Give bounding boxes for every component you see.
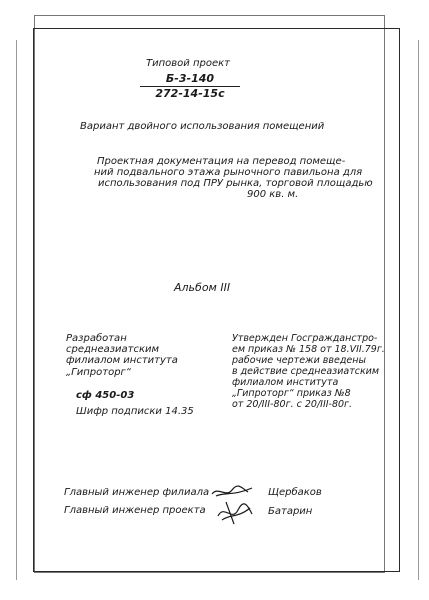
- project-code-bottom: 272-14-15с: [155, 87, 225, 100]
- approval-line-1: Утвержден Госгражданстро-: [232, 333, 378, 344]
- approval-line-6: „Гипроторг“ приказ №8: [232, 388, 351, 399]
- signature-name-1: Щербаков: [268, 487, 322, 498]
- developer-line-3: филиалом института: [66, 355, 178, 366]
- right-scan-edge: [418, 40, 419, 580]
- approval-line-3: рабочие чертежи введены: [232, 355, 366, 366]
- description-line-2: ний подвального этажа рыночного павильона для: [94, 167, 363, 178]
- signature-role-2: Главный инженер проекта: [64, 505, 206, 516]
- album-title: Альбом III: [174, 281, 231, 294]
- developer-line-1: Разработан: [66, 333, 127, 344]
- description-line-4: 900 кв. м.: [247, 189, 299, 200]
- signature-role-1: Главный инженер филиала: [64, 487, 210, 498]
- approval-line-7: от 20/III-80г. с 20/III-80г.: [232, 399, 353, 410]
- sign-cipher: Шифр подписки 14.35: [76, 406, 194, 417]
- type-label: Типовой проект: [146, 58, 230, 69]
- project-code-top: Б-3-140: [165, 72, 215, 85]
- left-scan-edge: [16, 40, 17, 580]
- developer-line-2: среднеазиатским: [66, 344, 160, 355]
- variant-line: Вариант двойного использования помещений: [80, 121, 325, 132]
- approval-line-4: в действие среднеазиатским: [232, 366, 380, 377]
- description-line-3: использования под ПРУ рынка, торговой площадью: [98, 178, 373, 189]
- developer-line-4: „Гипроторг“: [66, 367, 131, 378]
- registration-number: сф 450-03: [76, 390, 135, 401]
- signature-name-2: Батарин: [268, 506, 313, 517]
- handwritten-signature-2: [212, 496, 256, 526]
- approval-line-2: ем приказ № 158 от 18.VII.79г.: [232, 344, 385, 355]
- approval-line-5: филиалом института: [232, 377, 339, 388]
- description-line-1: Проектная документация на перевод помеще-: [97, 156, 346, 167]
